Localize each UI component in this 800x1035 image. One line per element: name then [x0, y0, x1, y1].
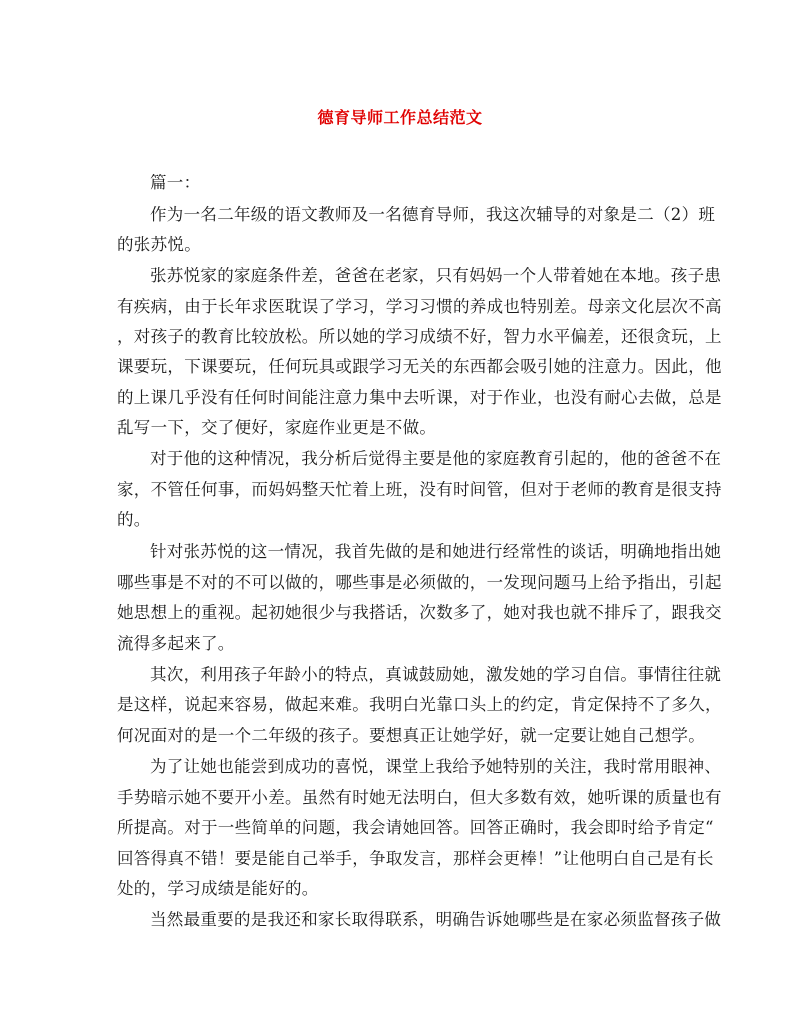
paragraph-line: 当然最重要的是我还和家长取得联系，明确告诉她哪些是在家必须监督孩子做	[150, 910, 722, 929]
paragraph-line: 对于他的这种情况，我分析后觉得主要是他的家庭教育引起的，他的爸爸不在	[150, 449, 722, 468]
paragraph-line: 是这样，说起来容易，做起来难。我明白光靠口头上的约定，肯定保持不了多久，	[117, 695, 722, 714]
paragraph-line: 所提高。对于一些简单的问题，我会请她回答。回答正确时，我会即时给予肯定“	[117, 818, 714, 837]
paragraph-line: 流得多起来了。	[117, 634, 235, 653]
paragraph-line: 的上课几乎没有任何时间能注意力集中去听课，对于作业，也没有耐心去做，总是	[117, 388, 722, 407]
paragraph-line: 的。	[117, 510, 151, 529]
paragraph-line: 为了让她也能尝到成功的喜悦，课堂上我给予她特别的关注，我时常用眼神、	[150, 757, 722, 776]
paragraph-line: 哪些事是不对的不可以做的，哪些事是必须做的，一发现问题马上给予指出，引起	[117, 573, 722, 592]
paragraph-line: 的张苏悦。	[117, 235, 201, 254]
paragraph-line: 针对张苏悦的这一情况，我首先做的是和她进行经常性的谈话，明确地指出她	[150, 542, 722, 561]
paragraph-line: 处的，学习成绩是能好的。	[117, 879, 319, 898]
paragraph-line: 手势暗示她不要开小差。虽然有时她无法明白，但大多数有效，她听课的质量也有	[117, 788, 722, 807]
paragraph-line: 其次，利用孩子年龄小的特点，真诚鼓励她，激发她的学习自信。事情往往就	[150, 665, 722, 684]
paragraph-line: ，对孩子的教育比较放松。所以她的学习成绩不好，智力水平偏差，还很贪玩，上	[117, 327, 722, 346]
paragraph-line: 乱写一下，交了便好，家庭作业更是不做。	[117, 418, 437, 437]
paragraph-line: 课要玩，下课要玩，任何玩具或跟学习无关的东西都会吸引她的注意力。因此，他	[117, 357, 722, 376]
paragraph-line: 她思想上的重视。起初她很少与我搭话，次数多了，她对我也就不排斥了，跟我交	[117, 603, 722, 622]
paragraph-line: 何况面对的是一个二年级的孩子。要想真正让她学好，就一定要让她自己想学。	[117, 726, 705, 745]
paragraph-line: 家，不管任何事，而妈妈整天忙着上班，没有时间管，但对于老师的教育是很支持	[117, 480, 722, 499]
paragraph-line: 篇一：	[150, 173, 201, 192]
paragraph-line: 回答得真不错！要是能自己举手，争取发言，那样会更棒！”让他明白自己是有长	[117, 849, 714, 868]
paragraph-line: 作为一名二年级的语文教师及一名德育导师，我这次辅导的对象是二（2）班	[150, 205, 716, 224]
paragraph-line: 有疾病，由于长年求医耽误了学习，学习习惯的养成也特别差。母亲文化层次不高	[117, 297, 722, 316]
paragraph-line: 张苏悦家的家庭条件差，爸爸在老家，只有妈妈一个人带着她在本地。孩子患	[150, 266, 722, 285]
document-title: 德育导师工作总结范文	[317, 108, 483, 127]
